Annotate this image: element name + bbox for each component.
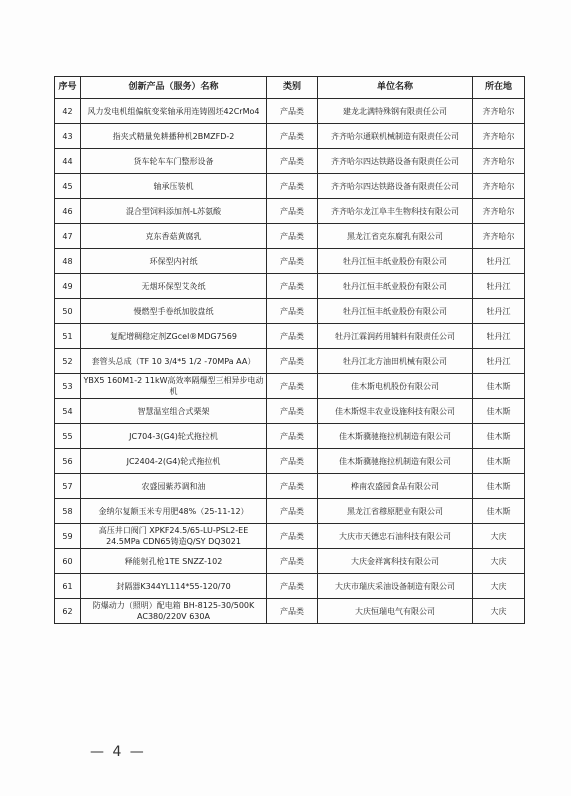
cell-location: 大庆 bbox=[473, 574, 525, 599]
cell-company: 佳木斯煜丰农业设施科技有限公司 bbox=[318, 399, 473, 424]
cell-location: 牡丹江 bbox=[473, 249, 525, 274]
cell-number: 54 bbox=[55, 399, 81, 424]
cell-location: 齐齐哈尔 bbox=[473, 124, 525, 149]
cell-product-name: 复配增稠稳定剂ZGcel®MDG7569 bbox=[81, 324, 267, 349]
cell-company: 佳木斯电机股份有限公司 bbox=[318, 374, 473, 399]
cell-location: 佳木斯 bbox=[473, 449, 525, 474]
table-row bbox=[55, 124, 525, 149]
cell-company: 大庆市天德忠石油科技有限公司 bbox=[318, 524, 473, 549]
cell-number: 50 bbox=[55, 299, 81, 324]
page-number: — 4 — bbox=[90, 744, 146, 760]
cell-product-name: 货车轮车车门整形设备 bbox=[81, 149, 267, 174]
cell-number: 61 bbox=[55, 574, 81, 599]
cell-location: 齐齐哈尔 bbox=[473, 174, 525, 199]
cell-category: 产品类 bbox=[267, 524, 318, 549]
cell-company: 大庆市瑞庆采油设备制造有限公司 bbox=[318, 574, 473, 599]
cell-category: 产品类 bbox=[267, 224, 318, 249]
cell-product-name: 环保型内衬纸 bbox=[81, 249, 267, 274]
cell-category: 产品类 bbox=[267, 249, 318, 274]
table-row bbox=[55, 499, 525, 524]
cell-category: 产品类 bbox=[267, 274, 318, 299]
cell-company: 齐齐哈尔四达铁路设备有限责任公司 bbox=[318, 149, 473, 174]
cell-category: 产品类 bbox=[267, 349, 318, 374]
table-row bbox=[55, 99, 525, 124]
cell-number: 44 bbox=[55, 149, 81, 174]
cell-number: 48 bbox=[55, 249, 81, 274]
cell-number: 53 bbox=[55, 374, 81, 399]
cell-number: 52 bbox=[55, 349, 81, 374]
table-row bbox=[55, 474, 525, 499]
cell-location: 牡丹江 bbox=[473, 349, 525, 374]
cell-category: 产品类 bbox=[267, 574, 318, 599]
cell-product-name: 慢燃型手卷纸加胶盘纸 bbox=[81, 299, 267, 324]
cell-number: 49 bbox=[55, 274, 81, 299]
cell-category: 产品类 bbox=[267, 124, 318, 149]
header-product-name: 创新产品（服务）名称 bbox=[81, 77, 267, 99]
table-row bbox=[55, 424, 525, 449]
table-row bbox=[55, 374, 525, 399]
cell-product-name: 农盛园紫苏调和油 bbox=[81, 474, 267, 499]
table-row bbox=[55, 224, 525, 249]
cell-product-name: JC704-3(G4)轮式拖拉机 bbox=[81, 424, 267, 449]
table-row bbox=[55, 549, 525, 574]
table-header-row bbox=[55, 77, 525, 99]
table-row bbox=[55, 274, 525, 299]
cell-product-name: 智慧温室组合式栗架 bbox=[81, 399, 267, 424]
cell-category: 产品类 bbox=[267, 474, 318, 499]
cell-location: 大庆 bbox=[473, 599, 525, 624]
cell-number: 58 bbox=[55, 499, 81, 524]
table-row bbox=[55, 199, 525, 224]
table-row bbox=[55, 399, 525, 424]
cell-product-name: JC2404-2(G4)轮式拖拉机 bbox=[81, 449, 267, 474]
header-number: 序号 bbox=[55, 77, 81, 99]
table-row bbox=[55, 299, 525, 324]
cell-company: 佳木斯骥驰拖拉机制造有限公司 bbox=[318, 449, 473, 474]
cell-location: 佳木斯 bbox=[473, 424, 525, 449]
cell-number: 59 bbox=[55, 524, 81, 549]
cell-company: 牡丹江恒丰纸业股份有限公司 bbox=[318, 249, 473, 274]
cell-product-name: YBX5 160M1-2 11kW高效率隔爆型三相异步电动机 bbox=[81, 374, 267, 399]
cell-category: 产品类 bbox=[267, 399, 318, 424]
cell-product-name: 克东香菇黄腐乳 bbox=[81, 224, 267, 249]
cell-number: 55 bbox=[55, 424, 81, 449]
cell-location: 佳木斯 bbox=[473, 499, 525, 524]
cell-number: 45 bbox=[55, 174, 81, 199]
cell-category: 产品类 bbox=[267, 374, 318, 399]
cell-product-name: 金纳尔复额玉米专用肥48%（25-11-12） bbox=[81, 499, 267, 524]
cell-location: 佳木斯 bbox=[473, 399, 525, 424]
cell-category: 产品类 bbox=[267, 499, 318, 524]
cell-number: 47 bbox=[55, 224, 81, 249]
header-category: 类别 bbox=[267, 77, 318, 99]
cell-product-name: 防爆动力（照明）配电箱 BH-8125-30/500K AC380/220V 630A bbox=[81, 599, 267, 624]
cell-company: 建龙北满特殊钢有限责任公司 bbox=[318, 99, 473, 124]
cell-company: 黑龙江省穆原肥业有限公司 bbox=[318, 499, 473, 524]
cell-category: 产品类 bbox=[267, 199, 318, 224]
cell-location: 牡丹江 bbox=[473, 274, 525, 299]
cell-location: 齐齐哈尔 bbox=[473, 149, 525, 174]
cell-company: 大庆金祥寓科技有限公司 bbox=[318, 549, 473, 574]
cell-number: 57 bbox=[55, 474, 81, 499]
cell-product-name: 轴承压装机 bbox=[81, 174, 267, 199]
cell-category: 产品类 bbox=[267, 449, 318, 474]
cell-company: 齐齐哈尔四达铁路设备有限责任公司 bbox=[318, 174, 473, 199]
cell-number: 56 bbox=[55, 449, 81, 474]
table-row bbox=[55, 524, 525, 549]
cell-category: 产品类 bbox=[267, 149, 318, 174]
cell-location: 齐齐哈尔 bbox=[473, 199, 525, 224]
cell-location: 大庆 bbox=[473, 524, 525, 549]
table-row bbox=[55, 149, 525, 174]
cell-company: 齐齐哈尔通联机械制造有限责任公司 bbox=[318, 124, 473, 149]
cell-number: 60 bbox=[55, 549, 81, 574]
cell-category: 产品类 bbox=[267, 549, 318, 574]
cell-location: 佳木斯 bbox=[473, 474, 525, 499]
table-row bbox=[55, 599, 525, 624]
innovation-products-table bbox=[54, 76, 525, 624]
cell-number: 42 bbox=[55, 99, 81, 124]
table-row bbox=[55, 174, 525, 199]
cell-company: 牡丹江北方油田机械有限公司 bbox=[318, 349, 473, 374]
cell-product-name: 无烟环保型艾灸纸 bbox=[81, 274, 267, 299]
cell-company: 牡丹江恒丰纸业股份有限公司 bbox=[318, 274, 473, 299]
cell-number: 43 bbox=[55, 124, 81, 149]
cell-location: 齐齐哈尔 bbox=[473, 99, 525, 124]
cell-category: 产品类 bbox=[267, 99, 318, 124]
cell-product-name: 封隔器K344YL114*55-120/70 bbox=[81, 574, 267, 599]
cell-location: 齐齐哈尔 bbox=[473, 224, 525, 249]
cell-product-name: 释能射孔枪1TE SNZZ-102 bbox=[81, 549, 267, 574]
table-row bbox=[55, 324, 525, 349]
cell-company: 牡丹江霖润药用辅料有限责任公司 bbox=[318, 324, 473, 349]
cell-category: 产品类 bbox=[267, 599, 318, 624]
cell-product-name: 风力发电机组偏航变桨轴承用连铸圆坯42CrMo4 bbox=[81, 99, 267, 124]
table-row bbox=[55, 349, 525, 374]
cell-product-name: 混合型饲料添加剂-L苏氨酸 bbox=[81, 199, 267, 224]
cell-company: 大庆恒瑞电气有限公司 bbox=[318, 599, 473, 624]
cell-category: 产品类 bbox=[267, 324, 318, 349]
table-row bbox=[55, 249, 525, 274]
cell-company: 牡丹江恒丰纸业股份有限公司 bbox=[318, 299, 473, 324]
table-row bbox=[55, 574, 525, 599]
cell-location: 牡丹江 bbox=[473, 324, 525, 349]
cell-category: 产品类 bbox=[267, 299, 318, 324]
cell-company: 桦南农盛园食品有限公司 bbox=[318, 474, 473, 499]
table-row bbox=[55, 449, 525, 474]
cell-location: 牡丹江 bbox=[473, 299, 525, 324]
cell-location: 大庆 bbox=[473, 549, 525, 574]
cell-company: 佳木斯骥驰拖拉机制造有限公司 bbox=[318, 424, 473, 449]
cell-number: 62 bbox=[55, 599, 81, 624]
cell-product-name: 套管头总成（TF 10 3/4*5 1/2 -70MPa AA） bbox=[81, 349, 267, 374]
cell-number: 51 bbox=[55, 324, 81, 349]
cell-category: 产品类 bbox=[267, 424, 318, 449]
cell-number: 46 bbox=[55, 199, 81, 224]
cell-company: 黑龙江省克东腐乳有限公司 bbox=[318, 224, 473, 249]
cell-product-name: 高压井口阀门 XPKF24.5/65-LU-PSL2-EE 24.5MPa CDN65铸造Q/SY DQ3021 bbox=[81, 524, 267, 549]
table-body bbox=[55, 99, 525, 624]
header-company: 单位名称 bbox=[318, 77, 473, 99]
cell-product-name: 指夹式精量免耕播种机2BMZFD-2 bbox=[81, 124, 267, 149]
cell-category: 产品类 bbox=[267, 174, 318, 199]
cell-location: 佳木斯 bbox=[473, 374, 525, 399]
cell-company: 齐齐哈尔龙江阜丰生物科技有限公司 bbox=[318, 199, 473, 224]
header-location: 所在地 bbox=[473, 77, 525, 99]
